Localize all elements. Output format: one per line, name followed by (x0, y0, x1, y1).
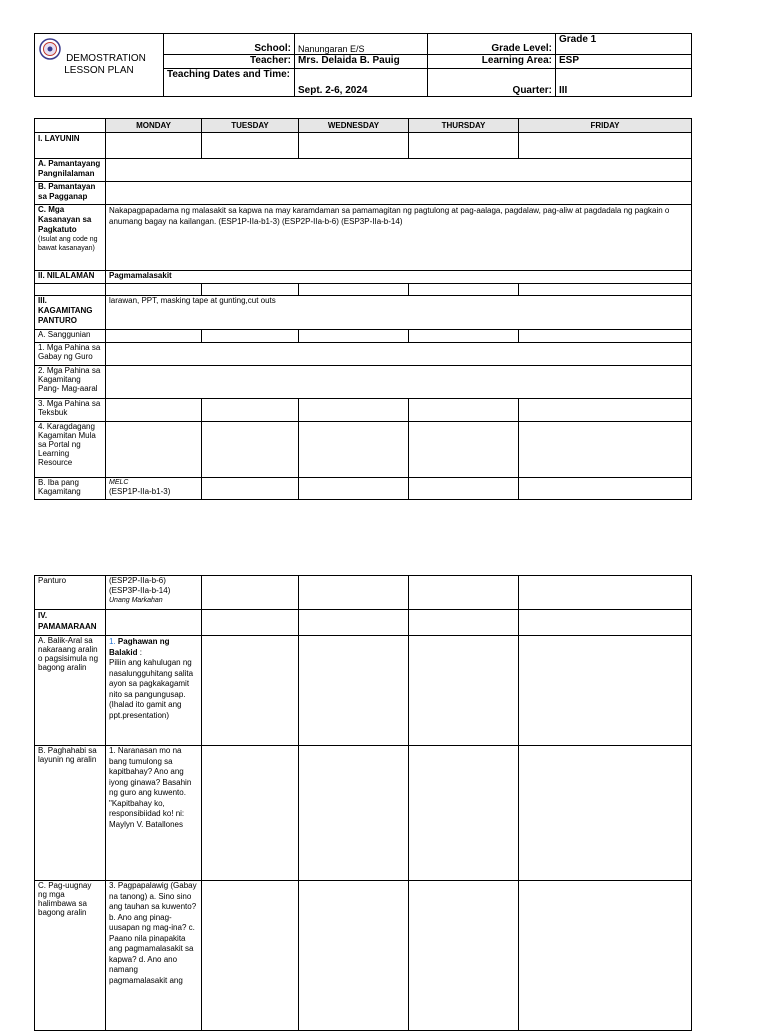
iba-pang-label: B. Iba pang Kagamitang (35, 478, 106, 500)
melc-code2: (ESP2P-IIa-b-6) (109, 576, 166, 585)
kasanayan-value: Nakapagpapadama ng malasakit sa kapwa na may karamdaman sa pamamagitan ng pagtulong at pag-aalaga, pagdalaw, pag-aliw at pagdadala ng pagkain o anumang bagay na kailangan. (ESP1P-IIa-b1-3) (ESP2P-IIa-b-6) (ESP3P-IIa-b-14) (106, 205, 692, 271)
kasanayan-note: (Isulat ang code ng bawat kasanayan) (38, 236, 98, 252)
teacher-label: Teacher: (164, 55, 295, 69)
kagamitan-value: larawan, PPT, masking tape at gunting,cut outs (106, 296, 692, 330)
title-line1: DEMOSTRATION (66, 53, 146, 64)
header-table (34, 33, 692, 97)
balik-aral-text: Piliin ang kahulugan ng nasalungguhitang salita ayon sa pagkakagamit nito sa pangungusap. (Ihalad ito gamit ang ppt.presentation) (109, 658, 194, 720)
paghahabi-label: B. Paghahabi sa layunin ng aralin (35, 746, 106, 881)
pag-uugnay-text: 3. Pagpapalawig (Gabay na tanong) a. Sino sino ang tauhan sa kuwento? b. Ano ang pinag-uusapan ng mag-ina? c. Paano nila pinapakita ang pagmamalasakit sa kapwa? d. Ano ano namang pagmamalasakit ang (106, 881, 202, 1031)
balik-aral-cell (106, 636, 202, 746)
area-label: Learning Area: (428, 55, 556, 69)
unang-markahan: Unang Markahan (109, 597, 163, 604)
karagdagang-label: 4. Karagdagang Kagamitan Mula sa Portal ng Learning Resource (35, 422, 106, 478)
melc-label: MELC (109, 479, 129, 486)
kasanayan-label: C. Mga Kasanayan sa Pagkatuto (38, 205, 92, 234)
balik-aral-heading (109, 636, 198, 658)
day-wednesday: WEDNESDAY (299, 119, 409, 133)
kagamitan-label: III. KAGAMITANG PANTURO (35, 296, 106, 330)
balik-aral-title: Paghawan ng Balakid (109, 637, 170, 657)
kagamitang-mag-aaral-label: 2. Mga Pahina sa Kagamitang Pang- Mag-aaral (35, 366, 106, 399)
grade-label: Grade Level: (428, 34, 556, 55)
dates-value: Sept. 2-6, 2024 (295, 69, 428, 97)
balik-aral-number: 1. (109, 637, 116, 646)
day-tuesday: TUESDAY (202, 119, 299, 133)
pamantayang-pangnilalaman-label: A. Pamantayang Pangnilalaman (35, 159, 106, 182)
title-line2: LESSON PLAN (64, 65, 134, 76)
teksbuk-label: 3. Mga Pahina sa Teksbuk (35, 399, 106, 422)
sanggunian-label: A. Sanggunian (35, 330, 106, 343)
day-friday: FRIDAY (519, 119, 692, 133)
layunin-label: I. LAYUNIN (35, 133, 106, 159)
melc-code3: (ESP3P-IIa-b-14) (109, 586, 171, 595)
pamantayan-sa-pagganap-value (106, 182, 692, 205)
melc-cell (106, 478, 202, 500)
corner-cell (35, 119, 106, 133)
nilalaman-label: II. NILALAMAN (35, 271, 106, 284)
paghahabi-text: 1. Naranasan mo na bang tumulong sa kapitbahay? Ano ang iyong ginawa? Basahin ng guro ang kuwento. "Kapitbahay ko, responsibiidad ko! ni: Maylyn V. Batallones (106, 746, 202, 881)
melc-code1: (ESP1P-IIa-b1-3) (109, 487, 171, 496)
school-label: School: (164, 34, 295, 55)
day-monday: MONDAY (106, 119, 202, 133)
pamantayang-pangnilalaman-value (106, 159, 692, 182)
kasanayan-label-cell (35, 205, 106, 271)
school-value: Nanungaran E/S (295, 34, 428, 55)
balik-aral-colon: : (137, 647, 142, 657)
panturo-label: Panturo (35, 576, 106, 610)
lesson-plan-table (34, 118, 692, 500)
pamantayan-sa-pagganap-label: B. Pamantayan sa Pagganap (35, 182, 106, 205)
balik-aral-label: A. Balik-Aral sa nakaraang aralin o pagsisimula ng bagong aralin (35, 636, 106, 746)
lesson-plan-table-continued (34, 575, 692, 1031)
nilalaman-value: Pagmamalasakit (106, 271, 692, 284)
melc-cont-cell (106, 576, 202, 610)
lesson-plan-title (35, 34, 164, 97)
gabay-label: 1. Mga Pahina sa Gabay ng Guro (35, 343, 106, 366)
pamamaraan-label: IV. PAMAMARAAN (35, 610, 106, 636)
deped-seal-icon (39, 38, 61, 60)
quarter-label: Quarter: (428, 69, 556, 97)
day-thursday: THURSDAY (409, 119, 519, 133)
grade-value: Grade 1 (556, 34, 692, 55)
dates-label: Teaching Dates and Time: (164, 69, 295, 97)
pag-uugnay-label: C. Pag-uugnay ng mga halimbawa sa bagong aralin (35, 881, 106, 1031)
teacher-value: Mrs. Delaida B. Pauig (295, 55, 428, 69)
quarter-value: III (556, 69, 692, 97)
area-value: ESP (556, 55, 692, 69)
